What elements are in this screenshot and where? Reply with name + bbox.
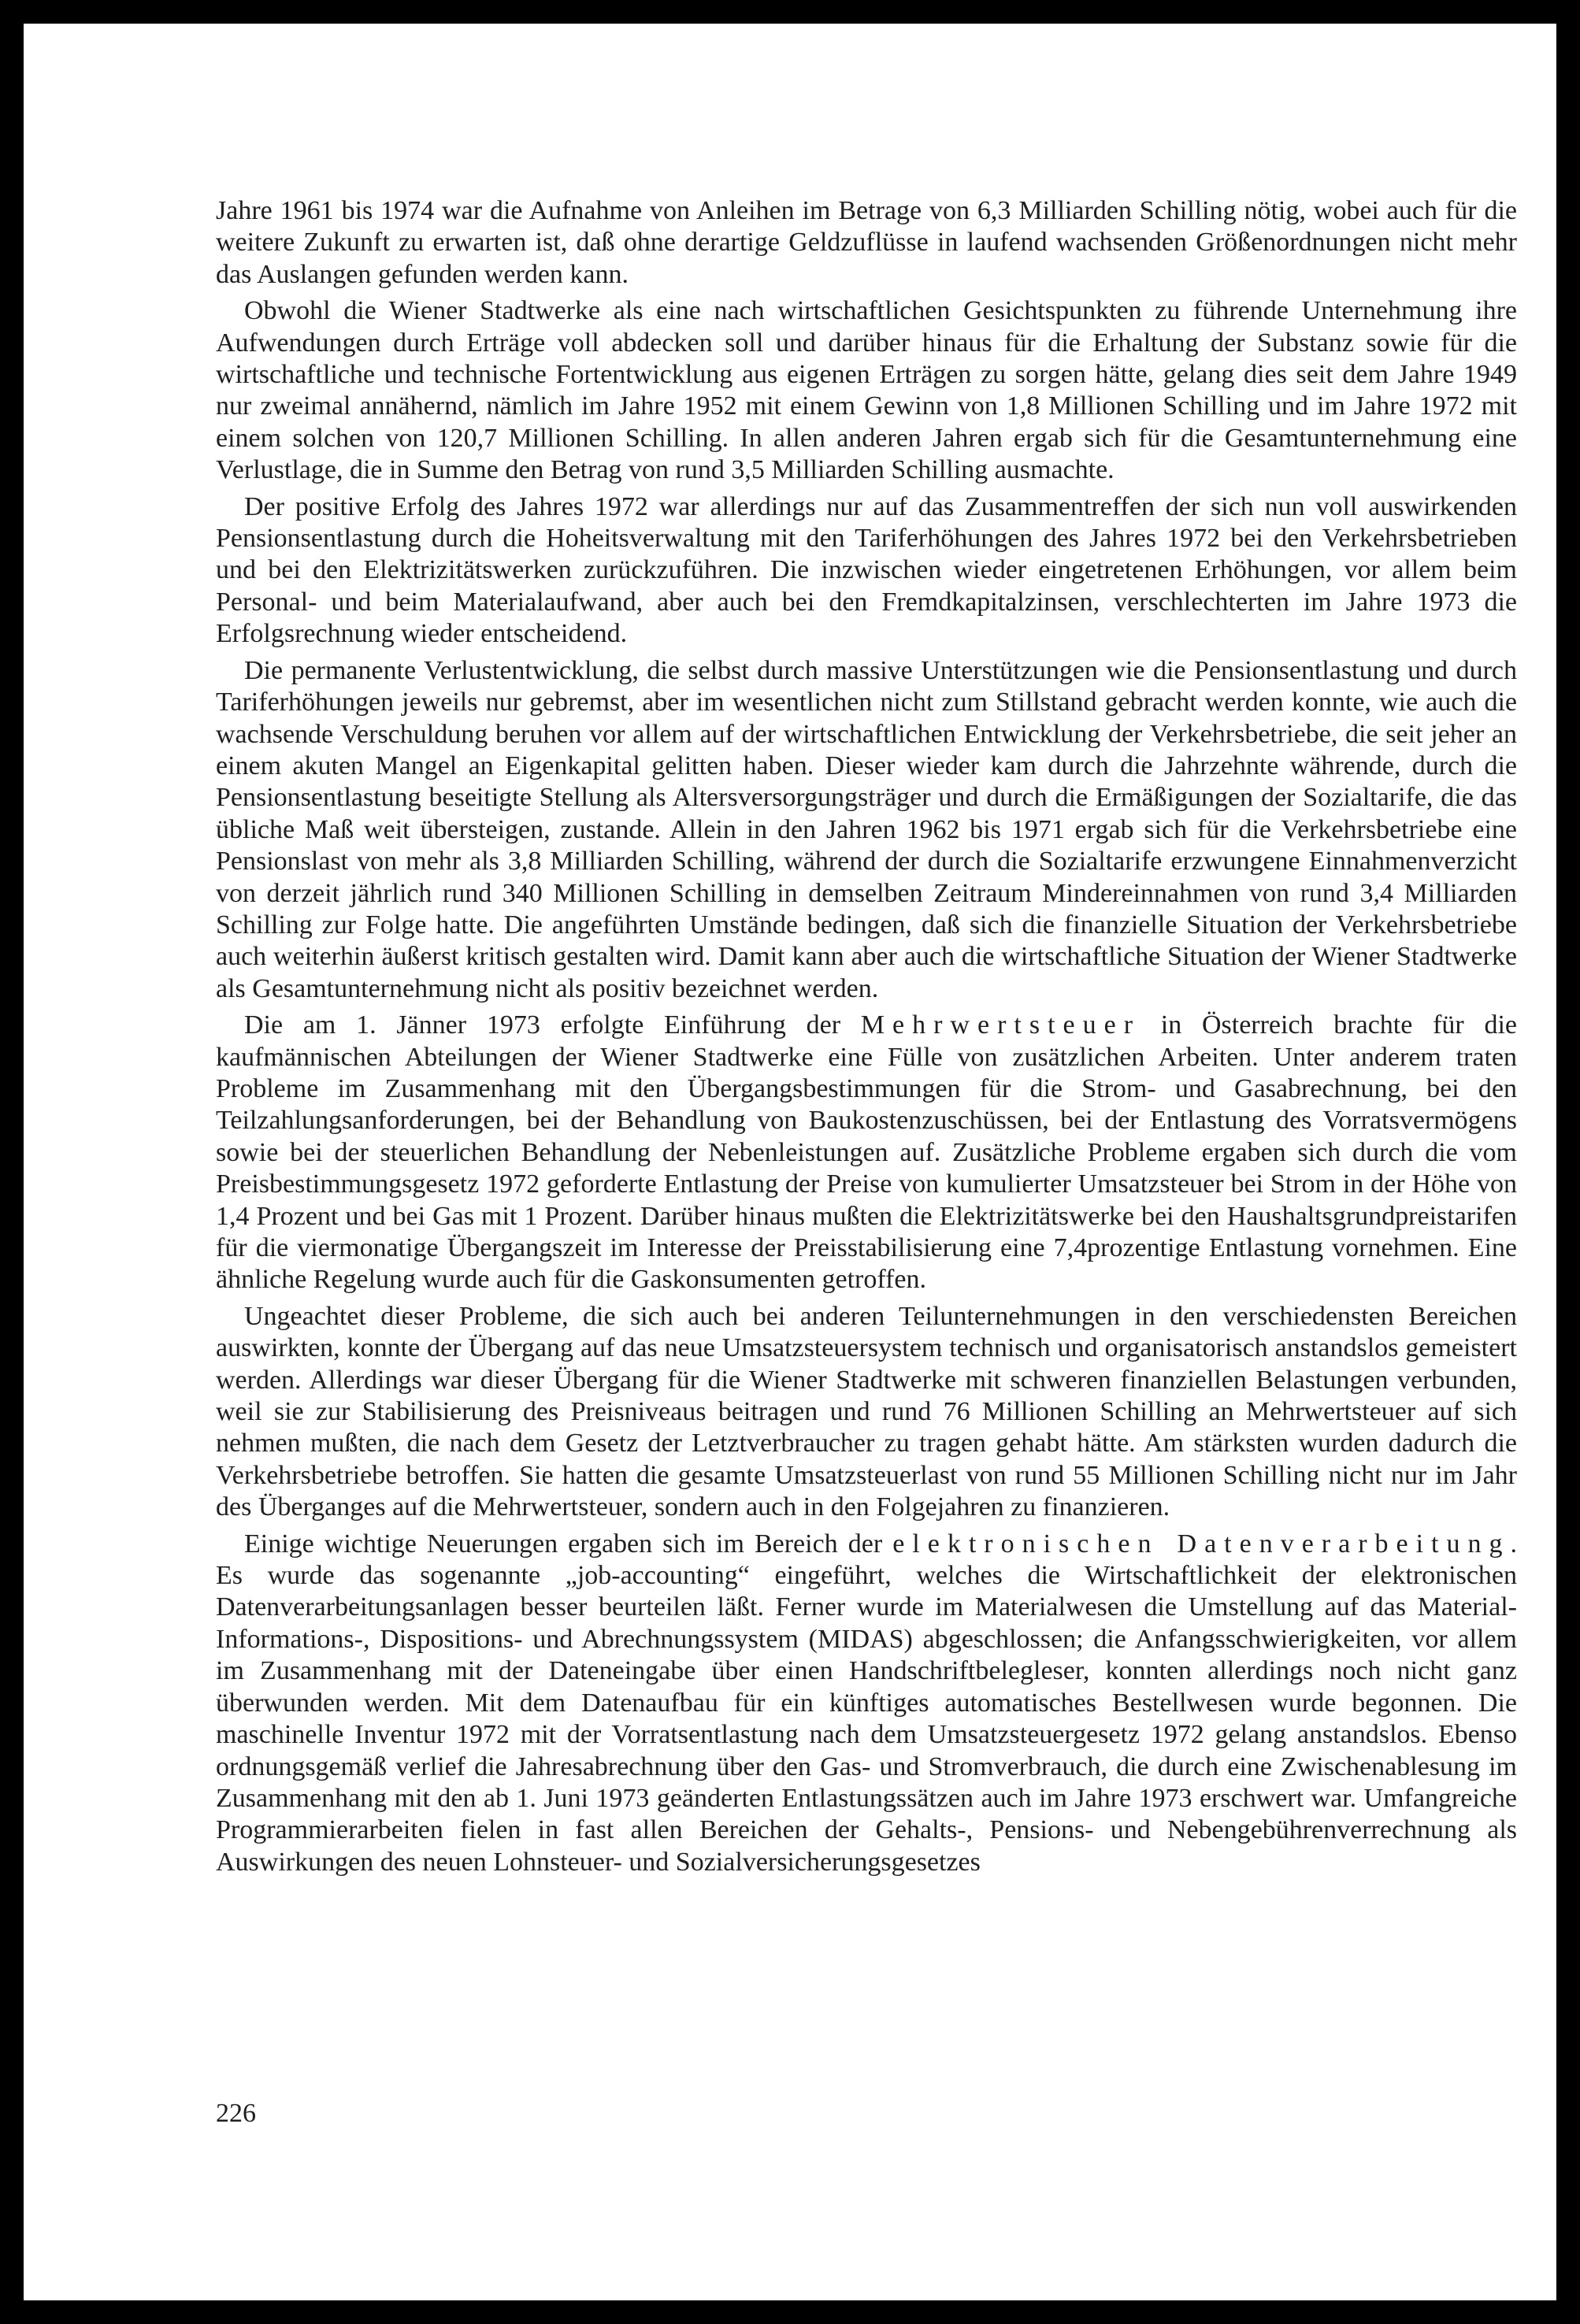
body-text [216,195,1517,1878]
paragraph-text: . Es wurde das sogenannte „job-accounting“ eingeführt, welches die Wirtschaftlichkeit der elektronischen Datenverarbeitungsanlagen besser beurteilen läßt. Ferner wurde im Materialwesen die Umstellung auf das Material-Informations-, Dispositions- und Abrechnungssystem (MIDAS) abgeschlossen; die Anfangsschwierigkeiten, vor allem im Zusammenhang mit der Dateneingabe über einen Handschriftbelegleser, konnten allerdings noch nicht ganz überwunden werden. Mit dem Datenaufbau für ein künftiges automatisches Bestellwesen wurde begonnen. Die maschinelle Inventur 1972 mit der Vorratsentlastung nach dem Umsatzsteuergesetz 1972 gelang anstandslos. Ebenso ordnungsgemäß verlief die Jahresabrechnung über den Gas- und Stromverbrauch, die durch eine Zwischenablesung im Zusammenhang mit den ab 1. Juni 1973 geänderten Entlastungssätzen auch im Jahre 1973 erschwert war. Umfangreiche Programmierarbeiten fielen in fast allen Bereichen der Gehalts-, Pensions- und Nebengebührenverrechnung als Auswirkungen des neuen Lohnsteuer- und Sozialversicherungsgesetzes [216,1529,1518,1877]
paragraph-5 [216,1010,1517,1296]
paragraph-3 [216,491,1517,650]
paragraph-text: Obwohl die Wiener Stadtwerke als eine nach wirtschaftlichen Gesichtspunkten zu führende Unternehmung ihre Aufwendungen durch Erträge voll abdecken soll und darüber hinaus für die Erhaltung der Substanz sowie für die wirtschaftliche und technische Fortentwicklung aus eigenen Erträgen zu sorgen hätte, gelang dies seit dem Jahre 1949 nur zweimal annähernd, nämlich im Jahre 1952 mit einem Gewinn von 1,8 Millionen Schilling und im Jahre 1972 mit einem solchen von 120,7 Millionen Schilling. In allen anderen Jahren ergab sich für die Gesamtunternehmung eine Verlustlage, die in Summe den Betrag von rund 3,5 Milliarden Schilling ausmachte. [216,296,1517,485]
paragraph-text: in Österreich brachte für die kaufmännischen Abteilungen der Wiener Stadtwerke eine Fülle von zusätzlichen Arbeiten. Unter anderem traten Probleme im Zusammenhang mit den Übergangsbestimmungen für die Strom- und Gasabrechnung, bei den Teilzahlungsanforderungen, bei der Behandlung von Baukostenzuschüssen, bei der Entlastung des Vorratsvermögens sowie bei der steuerlichen Behandlung der Nebenleistungen auf. Zusätzliche Probleme ergaben sich durch die vom Preisbestimmungsgesetz 1972 geforderte Entlastung der Preise von kumulierter Umsatzsteuer bei Strom in der Höhe von 1,4 Prozent und bei Gas mit 1 Prozent. Darüber hinaus mußten die Elektrizitätswerke bei den Haushaltsgrundpreistarifen für die viermonatige Übergangszeit im Interesse der Preisstabilisierung eine 7,4prozentige Entlastung vornehmen. Eine ähnliche Regelung wurde auch für die Gaskonsumenten getroffen. [216,1010,1517,1295]
paragraph-1 [216,195,1517,291]
document-page [24,24,1556,2300]
spaced-keyword-datenverarbeitung: elektronischen Datenverarbeitung [892,1529,1511,1559]
paragraph-4 [216,655,1517,1005]
paragraph-text: Die permanente Verlustentwicklung, die selbst durch massive Unterstützungen wie die Pensionsentlastung und durch Tariferhöhungen jeweils nur gebremst, aber im wesentlichen nicht zum Stillstand gebracht werden konnte, wie auch die wachsende Verschuldung beruhen vor allem auf der wirtschaftlichen Entwicklung der Verkehrsbetriebe, die seit jeher an einem akuten Mangel an Eigenkapital gelitten haben. Dieser wieder kam durch die Jahrzehnte währende, durch die Pensionsentlastung beseitigte Stellung als Altersversorgungsträger und durch die Ermäßigungen der Sozialtarife, die das übliche Maß weit übersteigen, zustande. Allein in den Jahren 1962 bis 1971 ergab sich für die Verkehrsbetriebe eine Pensionslast von mehr als 3,8 Milliarden Schilling, während der durch die Sozialtarife erzwungene Einnahmenverzicht von derzeit jährlich rund 340 Millionen Schilling in demselben Zeitraum Mindereinnahmen von rund 3,4 Milliarden Schilling zur Folge hatte. Die angeführten Umstände bedingen, daß sich die finanzielle Situation der Verkehrsbetriebe auch weiterhin äußerst kritisch gestalten wird. Damit kann aber auch die wirtschaftliche Situation der Wiener Stadtwerke als Gesamtunternehmung nicht als positiv bezeichnet werden. [216,655,1517,1003]
paragraph-2 [216,295,1517,486]
paragraph-text: Einige wichtige Neuerungen ergaben sich im Bereich der [244,1529,893,1559]
paragraph-text: Die am 1. Jänner 1973 erfolgte Einführung der [244,1010,861,1040]
paragraph-text: Der positive Erfolg des Jahres 1972 war allerdings nur auf das Zusammentreffen der sich nun voll auswirkenden Pensionsentlastung durch die Hoheitsverwaltung mit den Tariferhöhungen des Jahres 1972 bei den Verkehrsbetrieben und bei den Elektrizitätswerken zurückzuführen. Die inzwischen wieder eingetretenen Erhöhungen, vor allem beim Personal- und beim Materialaufwand, aber auch bei den Fremdkapitalzinsen, verschlechterten im Jahre 1973 die Erfolgsrechnung wieder entscheidend. [216,491,1517,649]
spaced-keyword-mehrwertsteuer: Mehrwertsteuer [860,1010,1141,1040]
page-number: 226 [216,2099,256,2128]
paragraph-7 [216,1529,1517,1878]
paragraph-text: Jahre 1961 bis 1974 war die Aufnahme von Anleihen im Betrage von 6,3 Milliarden Schilling nötig, wobei auch für die weitere Zukunft zu erwarten ist, daß ohne derartige Geldzuflüsse in laufend wachsenden Größenordnungen nicht mehr das Auslangen gefunden werden kann. [216,196,1517,289]
paragraph-text: Ungeachtet dieser Probleme, die sich auch bei anderen Teilunternehmungen in den verschiedensten Bereichen auswirkten, konnte der Übergang auf das neue Umsatzsteuersystem technisch und organisatorisch anstandslos gemeistert werden. Allerdings war dieser Übergang für die Wiener Stadtwerke mit schweren finanziellen Belastungen verbunden, weil sie zur Stabilisierung des Preisniveaus beitragen und rund 76 Millionen Schilling an Mehrwertsteuer auf sich nehmen mußten, die nach dem Gesetz der Letztverbraucher zu tragen gehabt hätte. Am stärksten wurden dadurch die Verkehrsbetriebe betroffen. Sie hatten die gesamte Umsatzsteuerlast von rund 55 Millionen Schilling nicht nur im Jahr des Überganges auf die Mehrwertsteuer, sondern auch in den Folgejahren zu finanzieren. [216,1301,1517,1522]
paragraph-6 [216,1301,1517,1524]
